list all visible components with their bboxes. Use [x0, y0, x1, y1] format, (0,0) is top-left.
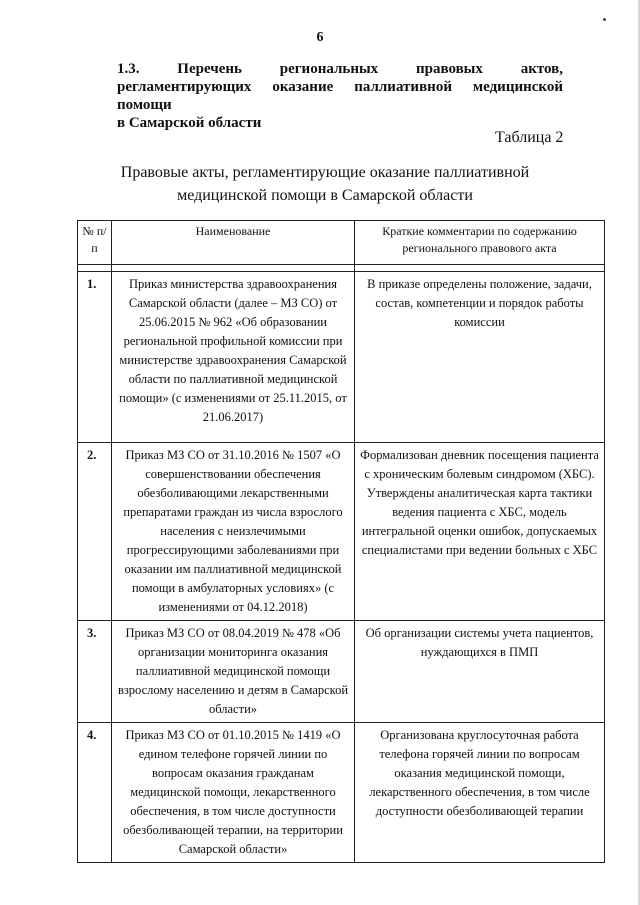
- table-row: [78, 723, 605, 863]
- header-num: № п/п: [78, 221, 112, 265]
- row-comment: Организована круглосуточная работа телефона горячей линии по вопросам оказания медицинской помощи, лекарственного обеспечения, в том числе доступности обезболивающей терапии: [355, 723, 605, 863]
- section-title: [117, 60, 563, 132]
- caption-line-2: медицинской помощи в Самарской области: [177, 187, 473, 204]
- row-num: 4.: [78, 723, 112, 863]
- table-row: [78, 443, 605, 621]
- table-label: Таблица 2: [495, 129, 564, 146]
- table-spacer-row: [78, 265, 605, 272]
- section-title-line-1: 1.3. Перечень региональных правовых актов,: [117, 61, 563, 77]
- row-name: Приказ министерства здравоохранения Самарской области (далее – МЗ СО) от 25.06.2015 № 962 «Об образовании региональной профильной комиссии при министерстве здравоохранения Самарской области по паллиативной медицинской помощи» (с изменениями от 25.11.2015, от 21.06.2017): [112, 272, 355, 443]
- row-name: Приказ МЗ СО от 01.10.2015 № 1419 «О едином телефоне горячей линии по вопросам оказания гражданам медицинской помощи, лекарственного обеспечения, в том числе доступности обезболивающей терапии, на территории Самарской области»: [112, 723, 355, 863]
- header-comment: Краткие комментарии по содержанию регионального правового акта: [355, 221, 605, 265]
- legal-acts-table: [77, 220, 605, 863]
- table-header-row: [78, 221, 605, 265]
- section-title-line-3: в Самарской области: [117, 115, 262, 131]
- row-name: Приказ МЗ СО от 31.10.2016 № 1507 «О совершенствовании обеспечения обезболивающими лекарственными препаратами граждан из числа взрослого населения с неизлечимыми прогрессирующими заболеваниями при оказании им паллиативной медицинской помощи в амбулаторных условиях» (с изменениями от 04.12.2018): [112, 443, 355, 621]
- scan-dot: [603, 18, 606, 21]
- header-name: Наименование: [112, 221, 355, 265]
- row-num: 3.: [78, 621, 112, 723]
- page-number: 6: [316, 30, 324, 45]
- table-row: [78, 621, 605, 723]
- row-num: 2.: [78, 443, 112, 621]
- row-comment: В приказе определены положение, задачи, состав, компетенции и порядок работы комиссии: [355, 272, 605, 443]
- row-num: 1.: [78, 272, 112, 443]
- row-name: Приказ МЗ СО от 08.04.2019 № 478 «Об организации мониторинга оказания паллиативной медицинской помощи взрослому населению и детям в Самарской области»: [112, 621, 355, 723]
- row-comment: Формализован дневник посещения пациента с хроническим болевым синдромом (ХБС). Утверждены аналитическая карта тактики ведения пациента с ХБС, модель интегральной оценки ошибок, допускаемых специалистами при ведении больных с ХБС: [355, 443, 605, 621]
- section-title-line-2: регламентирующих оказание паллиативной медицинской помощи: [117, 79, 563, 113]
- caption-line-1: Правовые акты, регламентирующие оказание паллиативной: [120, 164, 530, 181]
- table-row: [78, 272, 605, 443]
- table-caption: [100, 161, 550, 207]
- row-comment: Об организации системы учета пациентов, нуждающихся в ПМП: [355, 621, 605, 723]
